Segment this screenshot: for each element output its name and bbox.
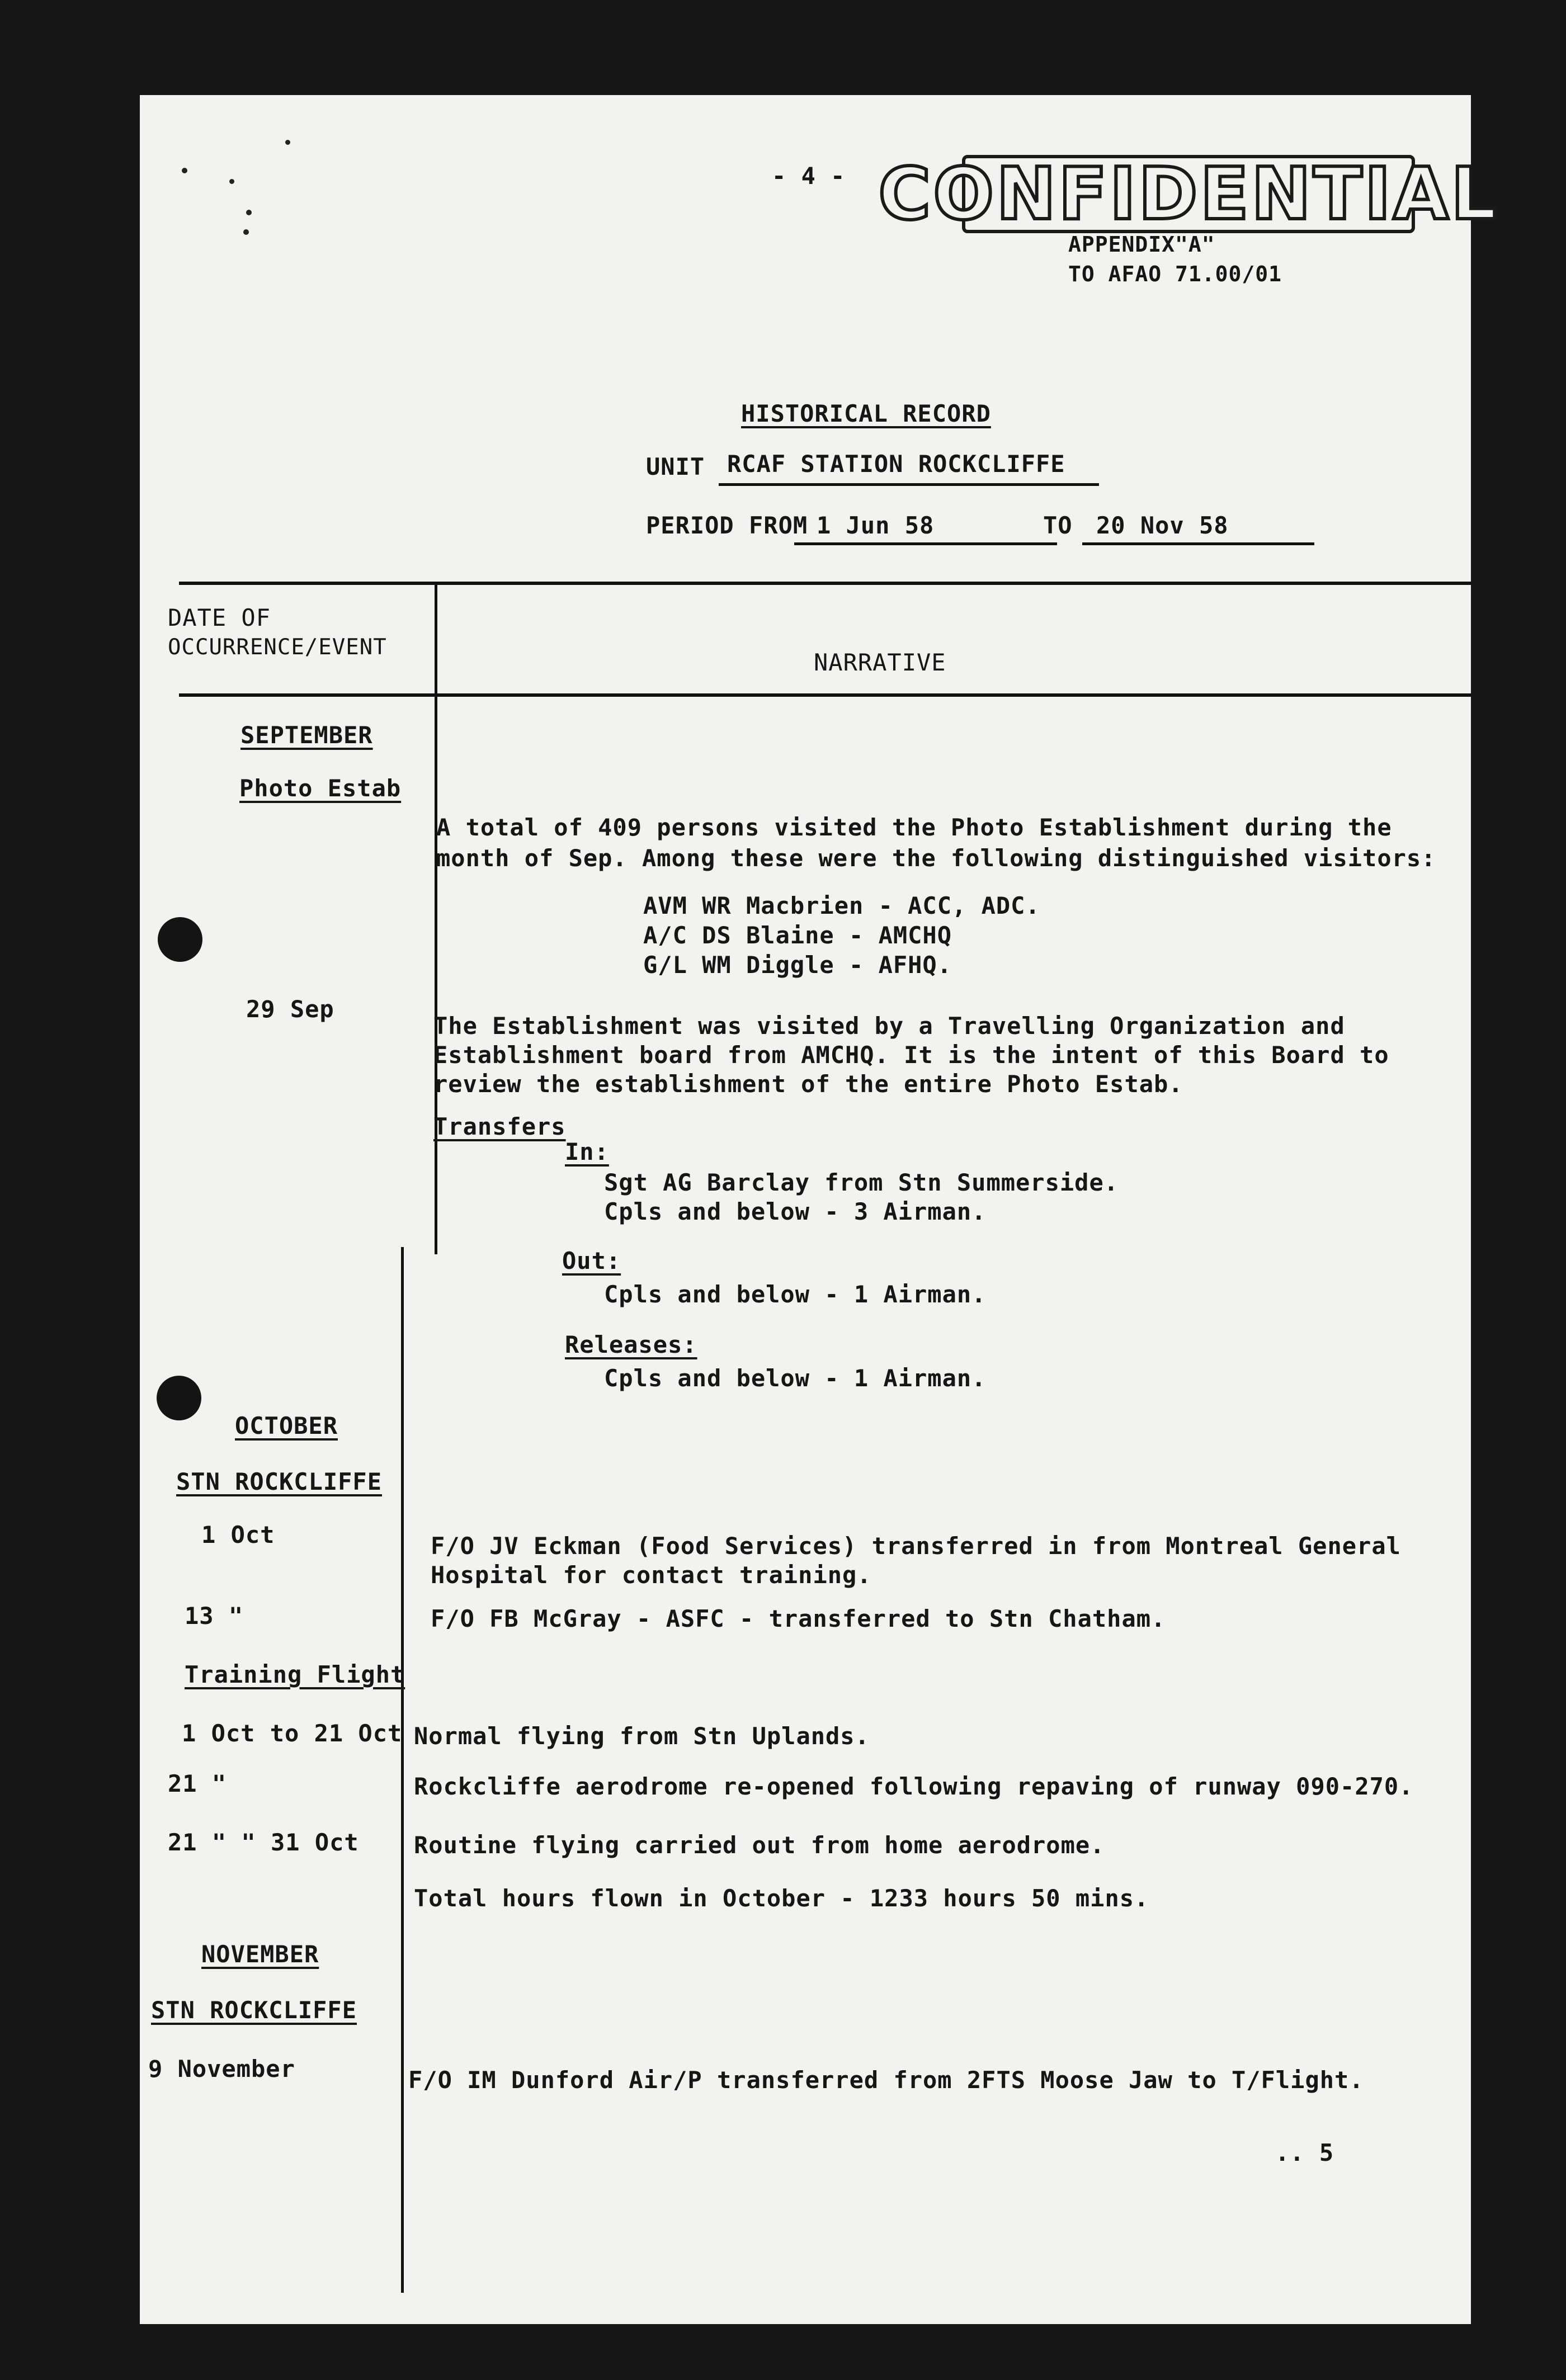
visitor-3: G/L WM Diggle - AFHQ. [643, 951, 952, 979]
visitor-1: AVM WR Macbrien - ACC, ADC. [643, 892, 1040, 919]
to-label: TO [1043, 512, 1073, 539]
label-releases: Releases: [565, 1331, 697, 1358]
punch-hole [157, 1376, 201, 1420]
column-divider-lower [401, 1247, 404, 2293]
column-divider-upper [435, 583, 437, 1254]
speck [182, 168, 187, 173]
document-title: HISTORICAL RECORD [741, 400, 991, 427]
release-item-1: Cpls and below - 1 Airman. [604, 1364, 987, 1392]
period-to-underline [1082, 542, 1314, 545]
period-to: 20 Nov 58 [1096, 512, 1229, 539]
page-number: - 4 - [772, 162, 846, 190]
heading-transfers: Transfers [433, 1113, 566, 1140]
period-from-underline [794, 542, 1057, 545]
speck [243, 229, 249, 235]
in-item-2: Cpls and below - 3 Airman. [604, 1198, 987, 1225]
punch-hole [158, 917, 202, 962]
heading-training-flight: Training Flight [185, 1661, 405, 1688]
narrative-header: NARRATIVE [814, 649, 946, 676]
tf-text-3: Routine flying carried out from home aerodrome. [414, 1831, 1105, 1859]
table-top-rule [179, 582, 1471, 585]
oct1-text-1: F/O JV Eckman (Food Services) transferred in from Montreal General [431, 1532, 1401, 1560]
table-header-rule [179, 693, 1471, 697]
date-header-line-2: OCCURRENCE/EVENT [168, 635, 387, 660]
heading-october: OCTOBER [235, 1412, 338, 1439]
speck [246, 210, 252, 215]
oct13-text: F/O FB McGray - ASFC - transferred to Stn Chatham. [431, 1605, 1166, 1632]
speck [285, 140, 290, 145]
tf-text-4: Total hours flown in October - 1233 hours 50 mins. [414, 1885, 1149, 1912]
date-1-to-21-oct: 1 Oct to 21 Oct [182, 1720, 403, 1747]
unit-underline [719, 483, 1099, 486]
heading-september: SEPTEMBER [240, 721, 373, 749]
board-text-1: The Establishment was visited by a Travelling Organization and [433, 1012, 1345, 1040]
board-text-2: Establishment board from AMCHQ. It is the intent of this Board to [433, 1041, 1389, 1069]
board-text-3: review the establishment of the entire Photo Estab. [433, 1070, 1183, 1098]
period-from: 1 Jun 58 [817, 512, 935, 539]
heading-photo-estab: Photo Estab [239, 775, 402, 802]
date-header-line-1: DATE OF [168, 604, 271, 631]
oct1-text-2: Hospital for contact training. [431, 1561, 872, 1589]
photo-text-1: A total of 409 persons visited the Photo Establishment during the [436, 814, 1392, 841]
in-item-1: Sgt AG Barclay from Stn Summerside. [604, 1169, 1119, 1196]
date-13: 13 " [185, 1602, 244, 1630]
nov9-text: F/O IM Dunford Air/P transferred from 2FTS Moose Jaw to T/Flight. [408, 2066, 1364, 2094]
period-label: PERIOD FROM [646, 512, 808, 539]
appendix-line-1: APPENDIX"A" [1068, 232, 1215, 257]
unit-value: RCAF STATION ROCKCLIFFE [727, 450, 1065, 478]
date-29-sep: 29 Sep [246, 995, 334, 1023]
unit-label: UNIT [646, 453, 705, 480]
visitor-2: A/C DS Blaine - AMCHQ [643, 922, 952, 949]
heading-stn-rockcliffe-oct: STN ROCKCLIFFE [176, 1468, 383, 1495]
confidential-stamp: CONFIDENTIAL [878, 152, 1499, 236]
label-in: In: [565, 1138, 609, 1165]
photo-text-2: month of Sep. Among these were the following distinguished visitors: [436, 844, 1436, 872]
speck [229, 179, 234, 184]
out-item-1: Cpls and below - 1 Airman. [604, 1281, 987, 1308]
label-out: Out: [562, 1247, 621, 1274]
date-1-oct: 1 Oct [201, 1521, 275, 1548]
tf-text-1: Normal flying from Stn Uplands. [414, 1722, 870, 1750]
heading-stn-rockcliffe-nov: STN ROCKCLIFFE [151, 1996, 357, 2024]
continuation-marker: .. 5 [1275, 2139, 1334, 2166]
date-21: 21 " [168, 1770, 227, 1797]
tf-text-2: Rockcliffe aerodrome re-opened following repaving of runway 090-270. [414, 1773, 1414, 1800]
date-9-november: 9 November [148, 2055, 295, 2082]
appendix-line-2: TO AFAO 71.00/01 [1068, 262, 1282, 286]
date-21-to-31-oct: 21 " " 31 Oct [168, 1829, 359, 1856]
document-page [140, 95, 1499, 2324]
heading-november: NOVEMBER [201, 1940, 319, 1968]
